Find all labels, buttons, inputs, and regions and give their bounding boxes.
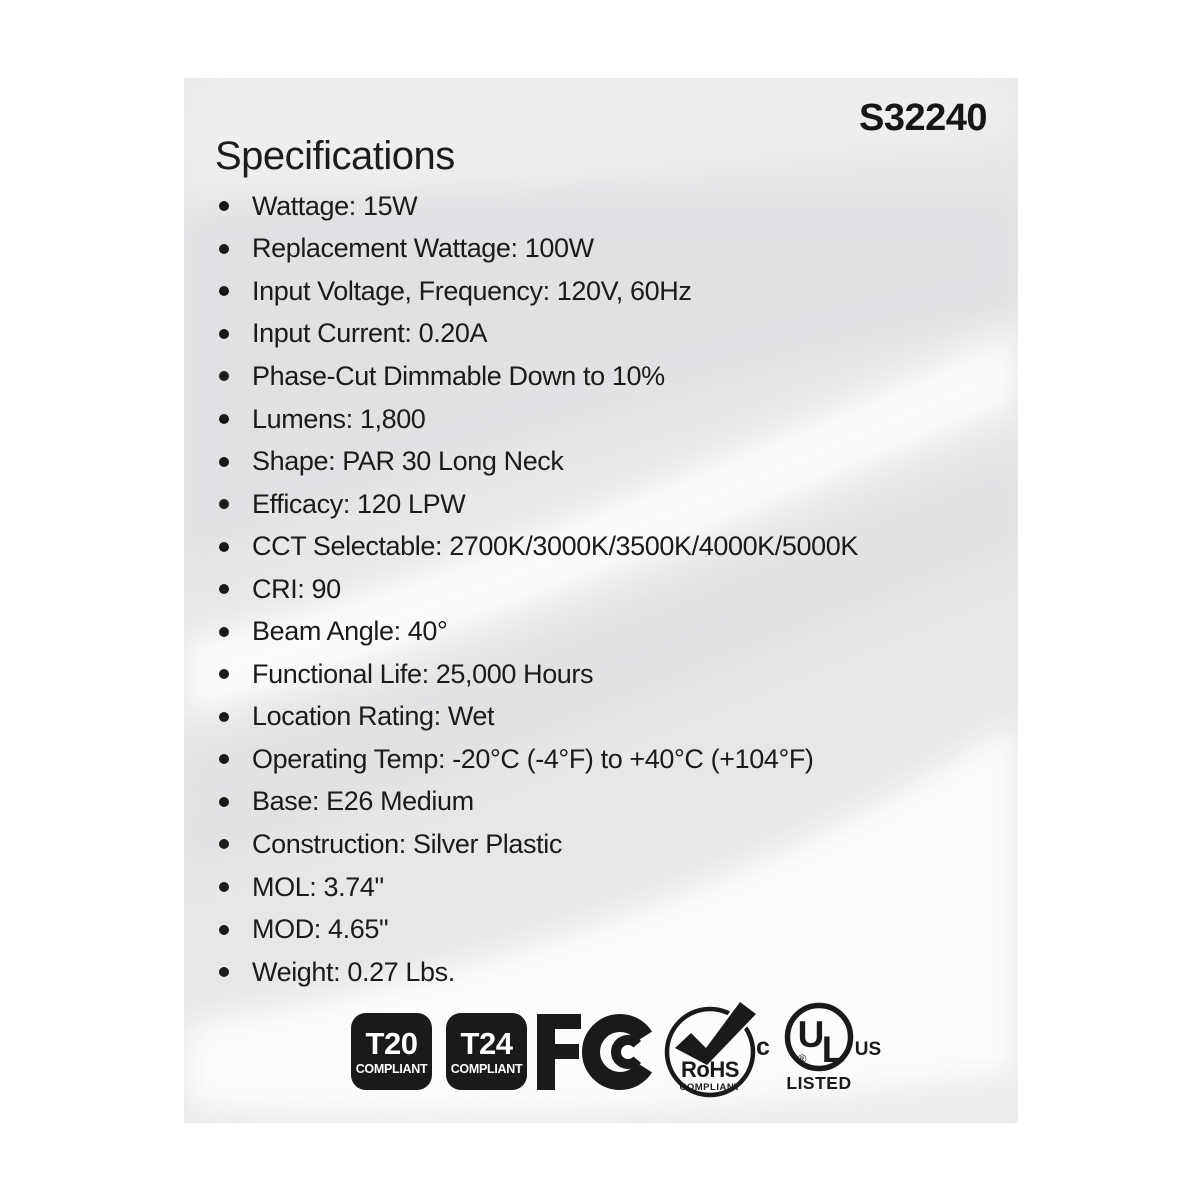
- spec-card: [184, 78, 1018, 1123]
- bullet-icon: [219, 967, 229, 977]
- bullet-icon: [219, 286, 229, 296]
- spec-text: MOL: 3.74": [252, 871, 384, 902]
- spec-text: Weight: 0.27 Lbs.: [252, 956, 455, 987]
- spec-list: [219, 185, 858, 993]
- spec-item: [219, 951, 858, 994]
- t24-code: T24: [460, 1025, 513, 1061]
- spec-text: Beam Angle: 40°: [252, 616, 448, 647]
- bullet-icon: [219, 839, 229, 849]
- ul-letter-u: U: [797, 1014, 825, 1055]
- spec-item: [219, 653, 858, 696]
- t20-compliant-badge: [351, 1013, 432, 1090]
- spec-item: [219, 270, 858, 313]
- t20-code: T20: [365, 1025, 418, 1061]
- spec-text: Lumens: 1,800: [252, 403, 426, 434]
- bullet-icon: [219, 925, 229, 935]
- bullet-icon: [219, 797, 229, 807]
- bullet-icon: [219, 414, 229, 424]
- spec-item: [219, 696, 858, 739]
- spec-item: [219, 781, 858, 824]
- spec-item: [219, 185, 858, 228]
- spec-item: [219, 398, 858, 441]
- bullet-icon: [219, 201, 229, 211]
- spec-item: [219, 483, 858, 526]
- t24-label: COMPLIANT: [450, 1061, 523, 1076]
- spec-item: [219, 823, 858, 866]
- bullet-icon: [219, 499, 229, 509]
- spec-text: Operating Temp: -20°C (-4°F) to +40°C (+104°F): [252, 743, 814, 774]
- ul-letter-l: L: [821, 1029, 845, 1070]
- spec-text: Efficacy: 120 LPW: [252, 488, 466, 519]
- spec-item: [219, 313, 858, 356]
- ul-listed-icon: [755, 999, 883, 1093]
- bullet-icon: [219, 329, 229, 339]
- t24-compliant-badge: [446, 1013, 527, 1090]
- spec-item: [219, 908, 858, 951]
- bullet-icon: [219, 584, 229, 594]
- bullet-icon: [219, 627, 229, 637]
- fcc-logo-icon: [535, 1012, 667, 1092]
- spec-item: [219, 610, 858, 653]
- rohs-label: COMPLIANT: [679, 1082, 741, 1093]
- spec-text: Location Rating: Wet: [252, 701, 495, 732]
- bullet-icon: [219, 457, 229, 467]
- t20-label: COMPLIANT: [355, 1061, 428, 1076]
- spec-text: Phase-Cut Dimmable Down to 10%: [252, 360, 665, 391]
- spec-text: CCT Selectable: 2700K/3000K/3500K/4000K/5000K: [252, 531, 858, 562]
- rohs-compliant-icon: [661, 991, 761, 1103]
- product-code: S32240: [858, 97, 987, 139]
- spec-text: Shape: PAR 30 Long Neck: [252, 446, 564, 477]
- ul-suffix-us: US: [854, 1039, 882, 1060]
- spec-text: Construction: Silver Plastic: [252, 828, 562, 859]
- spec-text: Functional Life: 25,000 Hours: [252, 658, 594, 689]
- spec-item: [219, 440, 858, 483]
- bullet-icon: [219, 712, 229, 722]
- spec-text: CRI: 90: [252, 573, 341, 604]
- spec-item: [219, 866, 858, 909]
- spec-text: Wattage: 15W: [252, 190, 418, 221]
- rohs-name: RoHS: [681, 1057, 739, 1082]
- bullet-icon: [219, 669, 229, 679]
- spec-item: [219, 525, 858, 568]
- ul-listed-label: LISTED: [786, 1073, 852, 1093]
- spec-item: [219, 355, 858, 398]
- bullet-icon: [219, 882, 229, 892]
- spec-text: MOD: 4.65": [252, 914, 389, 945]
- spec-text: Replacement Wattage: 100W: [252, 233, 594, 264]
- spec-item: [219, 738, 858, 781]
- bullet-icon: [219, 754, 229, 764]
- spec-text: Base: E26 Medium: [252, 786, 474, 817]
- ul-registered-icon: ®: [797, 1052, 807, 1066]
- bullet-icon: [219, 244, 229, 254]
- bullet-icon: [219, 371, 229, 381]
- page-title: Specifications: [215, 134, 455, 178]
- bullet-icon: [219, 542, 229, 552]
- spec-item: [219, 568, 858, 611]
- spec-text: Input Current: 0.20A: [252, 318, 488, 349]
- ul-prefix-c: c: [756, 1033, 770, 1061]
- spec-item: [219, 228, 858, 271]
- spec-text: Input Voltage, Frequency: 120V, 60Hz: [252, 275, 692, 306]
